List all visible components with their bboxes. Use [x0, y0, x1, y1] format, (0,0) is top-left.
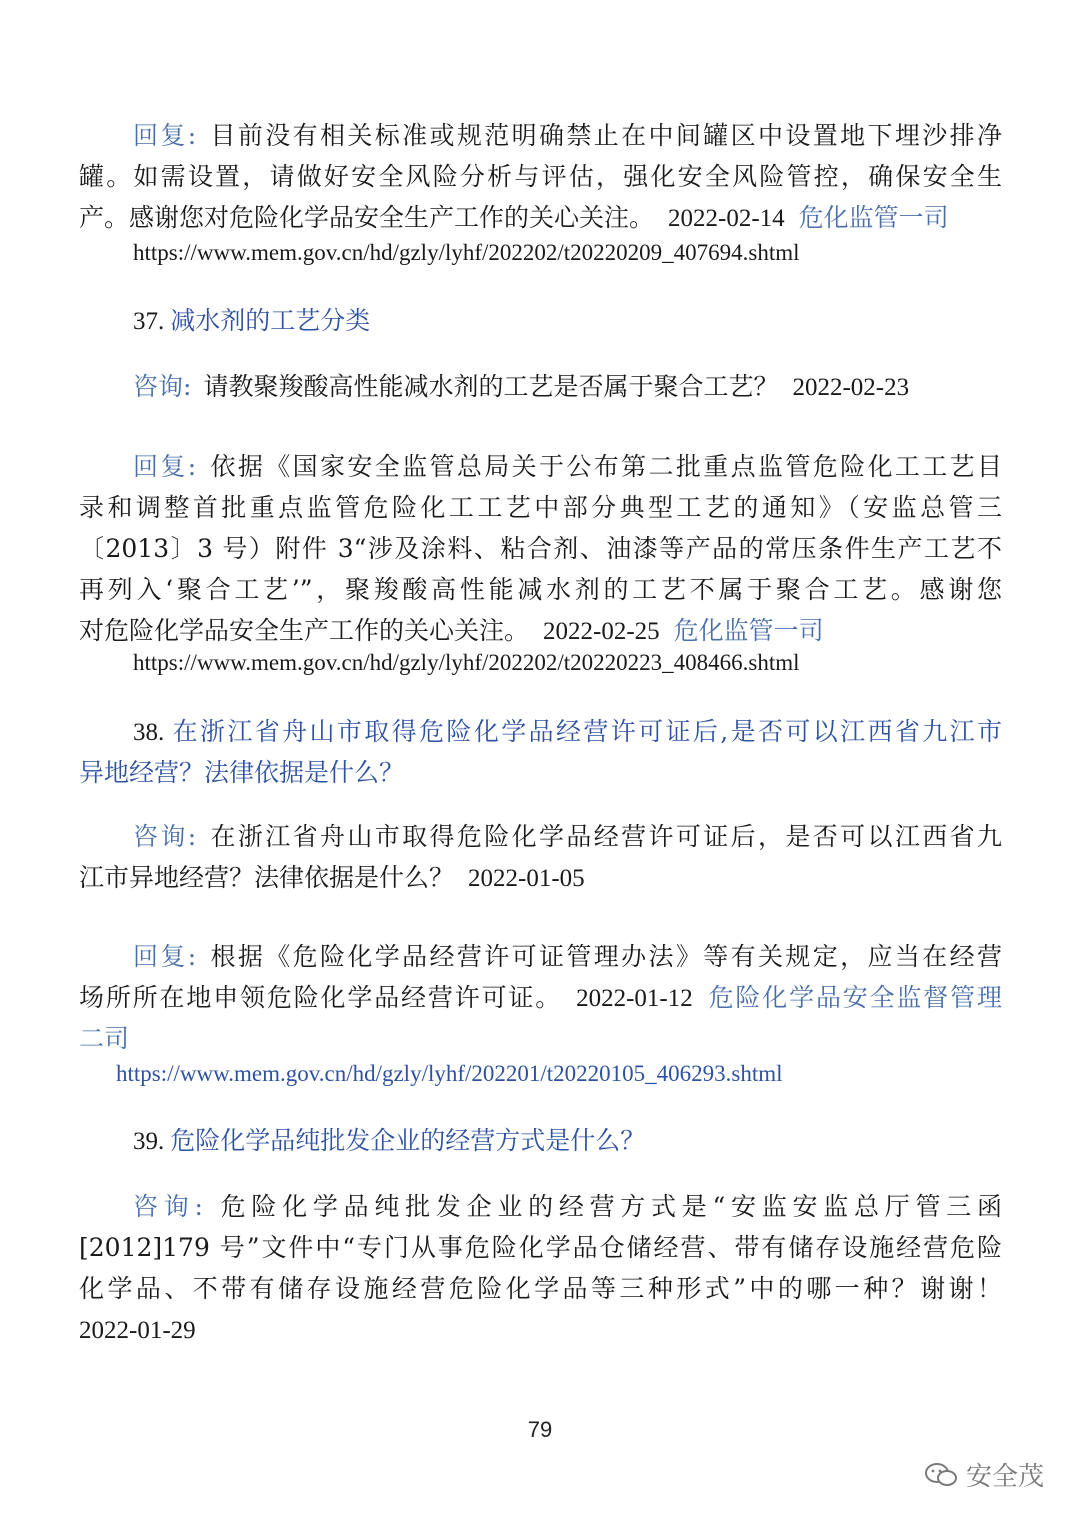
reply-38 [79, 936, 1002, 1059]
reply-37-line-4: 再列入‘聚合工艺’”，聚羧酸高性能减水剂的工艺不属于聚合工艺。感谢您 [79, 575, 1002, 604]
reply-36 [79, 115, 1002, 238]
reply-37-line-1: 回复: 依据《国家安全监管总局关于公布第二批重点监管危险化工工艺目 [133, 452, 1002, 481]
question-number: 38. [133, 719, 165, 746]
reply-38-line-2: 场所所在地申领危险化学品经营许可证。 2022-01-12 危险化学品安全监督管理 [79, 983, 1002, 1012]
department-label: 危化监管一司 [798, 203, 949, 232]
question-title: 减水剂的工艺分类 [170, 306, 371, 335]
source-url-36[interactable]: https://www.mem.gov.cn/hd/gzly/lyhf/202202/t20220209_407694.shtml [133, 240, 800, 265]
reply-36-line-1: 回复: 目前没有相关标准或规范明确禁止在中间罐区中设置地下埋沙排净 [133, 121, 1002, 150]
consult-label: 咨询: [133, 1192, 203, 1221]
consult-date: 2022-02-23 [792, 374, 910, 401]
reply-date: 2022-01-12 [576, 985, 693, 1012]
consult-date: 2022-01-05 [468, 865, 585, 892]
reply-label: 回复: [133, 452, 197, 481]
reply-label: 回复: [133, 942, 197, 971]
watermark-text: 安全茂 [965, 1462, 1044, 1492]
question-title: 在浙江省舟山市取得危险化学品经营许可证后,是否可以江西省九江市 [170, 717, 1002, 746]
reply-38-line-3: 二司 [79, 1024, 130, 1053]
question-39-title [79, 1120, 1002, 1161]
consult-label: 咨询: [133, 822, 197, 851]
consult-date: 2022-01-29 [79, 1317, 196, 1344]
reply-37 [79, 446, 1002, 651]
reply-date: 2022-02-25 [543, 618, 660, 645]
watermark [924, 1456, 1044, 1493]
question-number: 39. [133, 1128, 165, 1155]
consult-38: 咨询: 在浙江省舟山市取得危险化学品经营许可证后，是否可以江西省九 江市异地经营？法律依据是什么？ 2022-01-05 [79, 822, 1002, 892]
reply-36-line-3: 产。感谢您对危险化学品安全生产工作的关心关注。 2022-02-14 危化监管一司 [79, 203, 949, 232]
question-38-title: 38. 在浙江省舟山市取得危险化学品经营许可证后,是否可以江西省九江市 异地经营？法律依据是什么？ [79, 717, 1002, 787]
question-37-title [79, 300, 1002, 341]
reply-37-line-2: 录和调整首批重点监管危险化工工艺中部分典型工艺的通知》（安监总管三 [79, 493, 1002, 522]
reply-37-line-3: 〔2013〕3 号）附件 3“涉及涂料、粘合剂、油漆等产品的常压条件生产工艺不 [79, 534, 1002, 563]
reply-label: 回复: [133, 121, 197, 150]
source-url-37[interactable]: https://www.mem.gov.cn/hd/gzly/lyhf/202202/t20220223_408466.shtml [133, 650, 800, 675]
consult-37: 咨询: 请教聚羧酸高性能减水剂的工艺是否属于聚合工艺？ 2022-02-23 [133, 372, 910, 401]
reply-37-line-5: 对危险化学品安全生产工作的关心关注。 2022-02-25 危化监管一司 [79, 616, 824, 645]
page-number: 79 [527, 1417, 553, 1442]
wechat-icon [924, 1461, 958, 1489]
department-label: 危险化学品安全监督管理 [706, 983, 1002, 1012]
reply-38-line-1: 回复: 根据《危险化学品经营许可证管理办法》等有关规定，应当在经营 [133, 942, 1002, 971]
department-label: 危化监管一司 [673, 616, 824, 645]
consult-39: 咨询: 危险化学品纯批发企业的经营方式是“安监安监总厅管三函 [2012]179 号”文件中“专门从事危险化学品仓储经营、带有储存设施经营危险 化学品、不带有储存设施经营危险化学品等三种形式”中的哪一种？谢谢！ 2022-01-29 [79, 1192, 1002, 1344]
question-number: 37. [133, 308, 165, 335]
reply-date: 2022-02-14 [668, 205, 785, 232]
consult-label: 咨询: [133, 372, 192, 401]
source-url-38[interactable]: https://www.mem.gov.cn/hd/gzly/lyhf/202201/t20220105_406293.shtml [116, 1061, 783, 1086]
reply-36-line-2: 罐。如需设置，请做好安全风险分析与评估，强化安全风险管控，确保安全生 [79, 162, 1002, 191]
question-title: 危险化学品纯批发企业的经营方式是什么？ [170, 1126, 646, 1155]
